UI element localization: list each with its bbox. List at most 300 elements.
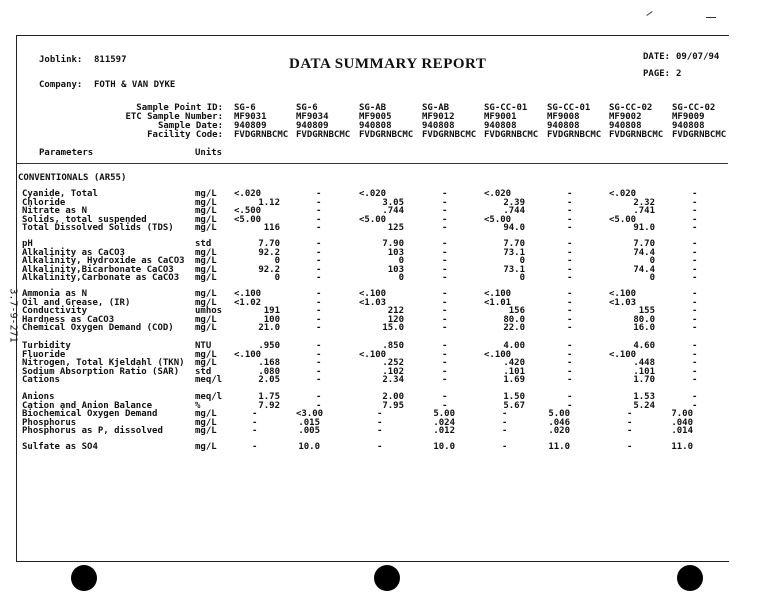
cell-value: - [316,375,322,386]
cell-value: <.100 [484,349,512,360]
cell-value: - [442,297,448,308]
cell-value: - [316,264,322,275]
cell-value: - [316,341,322,351]
cell-value: - [567,273,573,284]
cell-value: 156 [508,306,525,317]
cell-value: - [316,189,322,199]
cell-value: - [316,206,322,217]
column-2-num: MF9034 [296,112,329,122]
parameter-unit: NTU [195,341,212,351]
cell-value: 1.50 [503,392,525,402]
parameter-name: Cyanide, Total [22,189,98,199]
parameter-name: Conductivity [22,306,88,317]
cell-value: - [377,417,383,428]
cell-value: 92.2 [258,264,280,275]
label-etc-number: ETC Sample Number: [125,112,223,122]
parameter-name: Cations [22,375,60,386]
cell-value: <.020 [359,189,387,199]
cell-value: - [252,409,258,420]
cell-value: - [316,358,322,369]
page-number: 2 [676,69,682,79]
cell-value: 5.24 [633,400,655,411]
cell-value: 4.60 [633,341,655,351]
column-8-date: 940808 [672,121,705,131]
parameter-unit: % [195,400,201,411]
company-label: Company: [39,80,83,90]
cell-value: 1.75 [258,392,280,402]
cell-value: 0 [519,256,525,267]
cell-value: 7.00 [671,409,693,420]
cell-value: - [377,442,383,452]
parameter-name: Alkalinity,Carbonate as CaCO3 [22,273,180,284]
parameter-unit: mg/L [195,247,217,258]
page-label: PAGE: [643,69,671,79]
cell-value: <1.03 [609,297,637,308]
cell-value: <.100 [609,289,637,299]
cell-value: 155 [638,306,655,317]
cell-value: 10.0 [433,442,455,452]
cell-value: - [316,239,322,249]
cell-value: 74.4 [633,264,655,275]
cell-value: - [316,247,322,258]
cell-value: - [567,349,573,360]
parameter-unit: std [195,239,212,249]
cell-value: .014 [671,426,693,437]
cell-value: - [567,256,573,267]
cell-value: .744 [503,206,525,217]
cell-value: 0 [398,273,404,284]
cell-value: 100 [263,314,280,325]
cell-value: 212 [387,306,404,317]
parameter-unit: mg/L [195,426,217,437]
cell-value: .420 [503,358,525,369]
parameter-unit: mg/L [195,297,217,308]
cell-value: - [567,214,573,225]
cell-value: - [442,214,448,225]
cell-value: 2.39 [503,197,525,208]
cell-value: - [316,223,322,234]
cell-value: <1.02 [234,297,262,308]
cell-value: 7.95 [382,400,404,411]
cell-value: - [442,197,448,208]
column-1-num: MF9031 [234,112,267,122]
parameters-header: Parameters [39,148,94,158]
cell-value: 11.0 [548,442,570,452]
cell-value: - [627,442,633,452]
column-4-num: MF9012 [422,112,455,122]
parameter-name: Biochemical Oxygen Demand [22,409,158,420]
parameter-name: Alkalinity,Bicarbonate CaCO3 [22,264,174,275]
parameter-unit: meq/l [195,375,223,386]
cell-value: .101 [503,366,525,377]
cell-value: <5.00 [234,214,262,225]
cell-value: 11.0 [671,442,693,452]
cell-value: - [442,392,448,402]
binder-hole [71,565,97,591]
parameter-name: Sulfate as SO4 [22,442,98,452]
parameter-name: Sodium Absorption Ratio (SAR) [22,366,180,377]
cell-value: 80.0 [503,314,525,325]
column-6-date: 940808 [547,121,580,131]
cell-value: - [316,323,322,334]
cell-value: - [442,323,448,334]
cell-value: 73.1 [503,247,525,258]
page-title: DATA SUMMARY REPORT [289,56,487,72]
cell-value: - [567,297,573,308]
parameter-unit: mg/L [195,256,217,267]
cell-value: - [316,366,322,377]
cell-value: - [442,206,448,217]
parameter-name: Phosphorus [22,417,77,428]
parameter-unit: mg/L [195,349,217,360]
column-1-date: 940809 [234,121,267,131]
column-6-num: MF9008 [547,112,580,122]
cell-value: - [692,289,698,299]
cell-value: - [377,409,383,420]
cell-value: - [377,426,383,437]
cell-value: - [442,314,448,325]
column-5-id: SG-CC-01 [484,103,528,113]
column-8-num: MF9009 [672,112,705,122]
cell-value: - [442,306,448,317]
cell-value: <5.00 [359,214,387,225]
parameter-name: Phosphorus as P, dissolved [22,426,163,437]
cell-value: - [442,273,448,284]
cell-value: - [567,223,573,234]
cell-value: <.020 [234,189,262,199]
cell-value: 7.90 [382,239,404,249]
joblink-value: 811597 [94,55,127,65]
column-8-id: SG-CC-02 [672,103,716,113]
cell-value: - [692,323,698,334]
cell-value: - [252,417,258,428]
cell-value: - [567,400,573,411]
parameter-name: Oil and Grease, (IR) [22,297,131,308]
cell-value: 2.00 [382,392,404,402]
cell-value: .950 [258,341,280,351]
cell-value: - [567,206,573,217]
cell-value: 91.0 [633,223,655,234]
cell-value: .448 [633,358,655,369]
cell-value: - [442,349,448,360]
cell-value: - [316,197,322,208]
label-facility: Facility Code: [147,130,223,140]
cell-value: 80.0 [633,314,655,325]
cell-value: 125 [387,223,404,234]
column-4-id: SG-AB [422,103,450,113]
parameter-name: Chloride [22,197,66,208]
cell-value: 103 [387,264,404,275]
cell-value: 4.00 [503,341,525,351]
cell-value: - [567,341,573,351]
cell-value: <.100 [234,349,262,360]
cell-value: - [567,264,573,275]
binder-hole [374,565,400,591]
cell-value: 5.00 [433,409,455,420]
cell-value: - [692,314,698,325]
parameter-unit: mg/L [195,442,217,452]
cell-value: - [627,409,633,420]
cell-value: - [692,306,698,317]
parameter-unit: mg/L [195,289,217,299]
column-6-fac: FVDGRNBCMC [547,130,602,140]
cell-value: - [692,297,698,308]
cell-value: - [316,297,322,308]
cell-value: - [442,239,448,249]
cell-value: - [692,349,698,360]
cell-value: .012 [433,426,455,437]
cell-value: - [567,314,573,325]
scan-mark [646,11,652,16]
cell-value: - [316,306,322,317]
column-7-num: MF9002 [609,112,642,122]
cell-value: - [442,256,448,267]
cell-value: 74.4 [633,247,655,258]
cell-value: <.500 [234,206,262,217]
binder-hole [677,565,703,591]
cell-value: - [442,375,448,386]
cell-value: .102 [382,366,404,377]
cell-value: - [567,358,573,369]
cell-value: - [316,349,322,360]
cell-value: - [692,375,698,386]
cell-value: - [692,341,698,351]
cell-value: 73.1 [503,264,525,275]
cell-value: - [692,366,698,377]
parameter-unit: mg/L [195,223,217,234]
cell-value: - [316,273,322,284]
cell-value: - [567,375,573,386]
cell-value: - [442,341,448,351]
cell-value: - [627,426,633,437]
column-2-id: SG-6 [296,103,318,113]
cell-value: 0 [519,273,525,284]
cell-value: - [502,426,508,437]
cell-value: - [442,264,448,275]
parameter-name: Total Dissolved Solids (TDS) [22,223,174,234]
cell-value: <.100 [359,289,387,299]
cell-value: 191 [263,306,280,317]
cell-value: - [442,289,448,299]
cell-value: - [316,289,322,299]
cell-value: 0 [398,256,404,267]
parameter-name: Chemical Oxygen Demand (COD) [22,323,174,334]
cell-value: .046 [548,417,570,428]
cell-value: 7.70 [503,239,525,249]
cell-value: <1.03 [359,297,387,308]
cell-value: - [692,223,698,234]
label-sample-date: Sample Date: [157,121,223,131]
cell-value: - [442,189,448,199]
cell-value: <5.00 [484,214,512,225]
column-7-date: 940808 [609,121,642,131]
column-1-id: SG-6 [234,103,256,113]
parameter-unit: mg/L [195,323,217,334]
cell-value: <.100 [359,349,387,360]
column-3-date: 940808 [359,121,392,131]
column-7-id: SG-CC-02 [609,103,653,113]
cell-value: - [692,189,698,199]
column-7-fac: FVDGRNBCMC [609,130,664,140]
parameter-name: Alkalinity, Hydroxide as CaCO3 [22,256,185,267]
parameter-name: pH [22,239,33,249]
cell-value: <.020 [609,189,637,199]
column-3-fac: FVDGRNBCMC [359,130,414,140]
cell-value: .744 [382,206,404,217]
column-1-fac: FVDGRNBCMC [234,130,289,140]
parameter-unit: mg/L [195,189,217,199]
column-5-date: 940808 [484,121,517,131]
cell-value: 94.0 [503,223,525,234]
parameter-unit: mg/L [195,273,217,284]
cell-value: - [692,400,698,411]
cell-value: - [567,323,573,334]
parameter-name: Hardness as CaCO3 [22,314,115,325]
column-5-fac: FVDGRNBCMC [484,130,539,140]
cell-value: - [567,247,573,258]
parameter-unit: mg/L [195,358,217,369]
cell-value: - [316,214,322,225]
cell-value: <.100 [484,289,512,299]
cell-value: 16.0 [633,323,655,334]
parameter-name: Nitrogen, Total Kjeldahl (TKN) [22,358,185,369]
parameter-name: Ammonia as N [22,289,88,299]
parameter-name: Nitrate as N [22,206,88,217]
cell-value: <3.00 [296,409,324,420]
parameter-name: Alkalinity as CaCO3 [22,247,125,258]
cell-value: 7.92 [258,400,280,411]
cell-value: - [692,206,698,217]
cell-value: 2.32 [633,197,655,208]
cell-value: 2.05 [258,375,280,386]
cell-value: .015 [298,417,320,428]
cell-value: .101 [633,366,655,377]
cell-value: - [692,239,698,249]
cell-value: .168 [258,358,280,369]
cell-value: - [442,247,448,258]
company-value: FOTH & VAN DYKE [94,80,176,90]
cell-value: - [692,273,698,284]
cell-value: - [692,392,698,402]
parameter-unit: mg/L [195,264,217,275]
header-divider [17,163,728,164]
cell-value: - [567,189,573,199]
cell-value: <.100 [609,349,637,360]
cell-value: - [567,366,573,377]
cell-value: 21.0 [258,323,280,334]
units-header: Units [195,148,223,158]
cell-value: - [567,289,573,299]
scan-mark [706,17,716,18]
column-4-date: 940808 [422,121,455,131]
cell-value: 92.2 [258,247,280,258]
parameter-unit: mg/L [195,409,217,420]
cell-value: 0 [274,256,280,267]
cell-value: 10.0 [298,442,320,452]
cell-value: .741 [633,206,655,217]
parameter-unit: mg/L [195,417,217,428]
cell-value: - [316,392,322,402]
parameter-name: Solids, total suspended [22,214,147,225]
cell-value: - [252,442,258,452]
cell-value: - [316,314,322,325]
cell-value: .080 [258,366,280,377]
cell-value: 5.67 [503,400,525,411]
parameter-name: Fluoride [22,349,66,360]
cell-value: 0 [649,256,655,267]
parameter-unit: std [195,366,212,377]
cell-value: - [567,197,573,208]
cell-value: .850 [382,341,404,351]
joblink-label: Joblink: [39,55,83,65]
cell-value: 1.70 [633,375,655,386]
cell-value: 0 [274,273,280,284]
cell-value: - [567,239,573,249]
cell-value: - [442,400,448,411]
parameter-unit: meq/l [195,392,223,402]
column-2-date: 940809 [296,121,329,131]
date-value: 09/07/94 [676,52,720,62]
cell-value: <.020 [484,189,512,199]
parameter-unit: mg/L [195,197,217,208]
cell-value: - [567,306,573,317]
cell-value: - [567,392,573,402]
column-2-fac: FVDGRNBCMC [296,130,351,140]
parameter-name: Cation and Anion Balance [22,400,153,411]
cell-value: - [442,223,448,234]
cell-value: 2.34 [382,375,404,386]
cell-value: - [692,197,698,208]
parameter-unit: mg/L [195,314,217,325]
cell-value: <1.01 [484,297,512,308]
cell-value: - [442,358,448,369]
column-5-num: MF9001 [484,112,517,122]
cell-value: 116 [263,223,280,234]
section-title: CONVENTIONALS (AR55) [18,173,127,183]
column-3-id: SG-AB [359,103,387,113]
parameter-unit: mg/L [195,206,217,217]
cell-value: .005 [298,426,320,437]
cell-value: - [692,214,698,225]
parameter-name: Turbidity [22,341,71,351]
cell-value: - [252,426,258,437]
cell-value: - [502,442,508,452]
cell-value: <5.00 [609,214,637,225]
cell-value: - [316,256,322,267]
cell-value: 7.70 [258,239,280,249]
column-8-fac: FVDGRNBCMC [672,130,727,140]
cell-value: 1.69 [503,375,525,386]
cell-value: <.100 [234,289,262,299]
parameter-name: Anions [22,392,55,402]
cell-value: - [692,264,698,275]
cell-value: .024 [433,417,455,428]
label-sample-point: Sample Point ID: [136,103,223,113]
parameter-unit: umhos [195,306,223,317]
cell-value: 22.0 [503,323,525,334]
cell-value: - [502,417,508,428]
side-note: 3.7-9-271 [7,288,19,343]
cell-value: 120 [387,314,404,325]
cell-value: .040 [671,417,693,428]
parameter-unit: mg/L [195,214,217,225]
cell-value: 3.05 [382,197,404,208]
cell-value: 0 [649,273,655,284]
cell-value: - [692,358,698,369]
cell-value: - [627,417,633,428]
cell-value: 1.12 [258,197,280,208]
cell-value: 103 [387,247,404,258]
